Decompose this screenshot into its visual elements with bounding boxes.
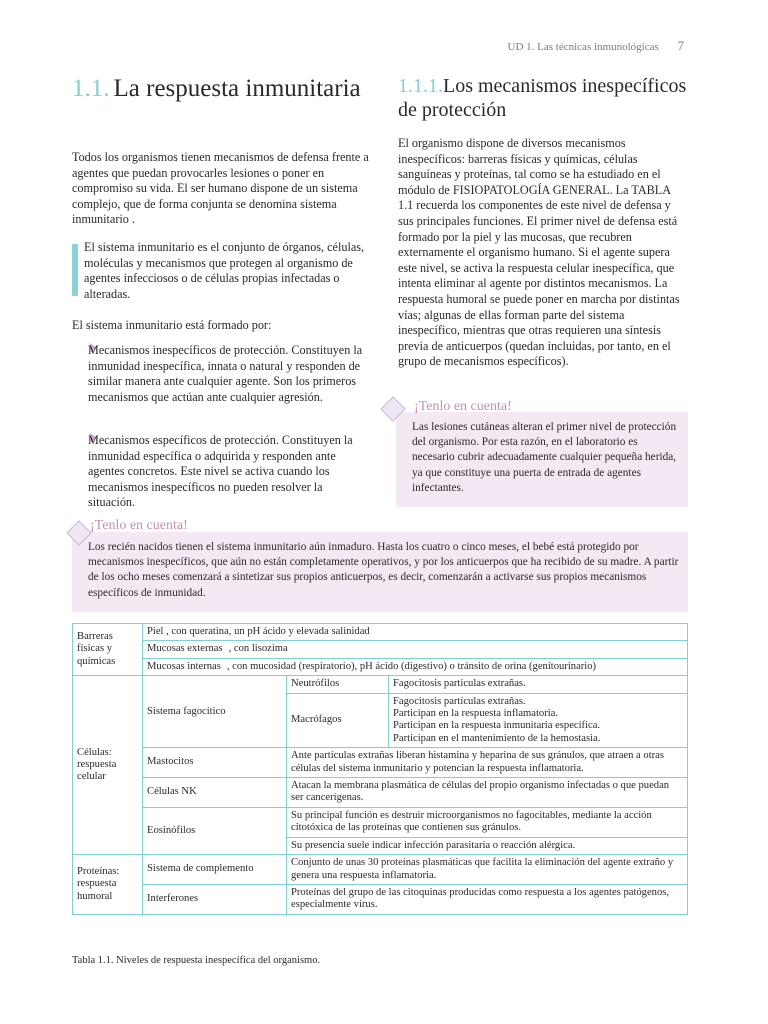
- table-cell: Ante partículas extrañas liberan histamina y heparina de sus gránulos, que atraen a otras células del sistema inmunitario y potencian la respuesta inflamatoria.: [287, 748, 688, 778]
- subsection-heading: [398, 74, 698, 122]
- section-number: 1.1.: [72, 75, 110, 102]
- table-cell: Eosinófilos: [143, 807, 287, 854]
- table-cell: Macrófagos: [287, 693, 389, 748]
- definition-bracket: [72, 244, 78, 296]
- table-cell: [143, 658, 688, 675]
- macrofagos-line: Participan en la respuesta inmunitaria específica.: [393, 720, 601, 732]
- table-cell: Mastocitos: [143, 748, 287, 778]
- table-cell: Células NK: [143, 778, 287, 808]
- table-row: [73, 624, 688, 641]
- table-cell: Células: respuesta celular: [73, 676, 143, 855]
- list-item-especificos: Mecanismos específicos de protección. Constituyen la inmunidad específica o adquirida y responden ante agentes concretos. Este nivel se activa cuando los mecanismos inespecíficos no pueden resolver la situación.: [88, 433, 353, 510]
- table-row: [73, 748, 688, 778]
- table-cell: Fagocitosis partículas extrañas.: [389, 676, 688, 693]
- table-cell: Proteínas: respuesta humoral: [73, 855, 143, 915]
- macrofagos-line: Fagocitosis partículas extrañas.: [393, 695, 526, 707]
- table-row: [73, 658, 688, 675]
- section-title: La respuesta inmunitaria: [113, 75, 361, 102]
- row-label: Mucosas externas: [147, 643, 223, 655]
- mechanisms-paragraph: El organismo dispone de diversos mecanismos inespecíficos: barreras físicas y químicas, células sanguíneas y proteínas, tal como se ha estudiado en el módulo de FISIOPATOLOGÍA GENERAL. La TABLA 1.1 recuerda los componentes de este nivel de defensa y sus principales funciones. El primer nivel de defensa está formado por la piel y las mucosas, que recubren externamente el organismo humano. Si el agente supera este nivel, se activa la respuesta celular inespecífica, que intenta eliminar al agente por distintos mecanismos. La respuesta humoral se puede poner en marcha por distintas vías; algunas de ellas forman parte del sistema inespecífico, mientras que otras requieren una síntesis previa de anticuerpos (quedan incluidas, por tanto, en el grupo de mecanismos específicos).: [398, 136, 680, 369]
- table-cell: Proteínas del grupo de las citoquinas producidas como respuesta a los agentes patógenos, especialmente virus.: [287, 884, 688, 914]
- running-header: [508, 38, 684, 54]
- table-cell: Su principal función es destruir microorganismos no fagocitables, mediante la acción citotóxica de las proteínas que contienen sus gránulos.: [287, 807, 688, 837]
- table-cell: Barreras físicas y químicas: [73, 624, 143, 676]
- table-cell: Conjunto de unas 30 proteínas plasmáticas que facilita la eliminación del agente extraño y genera una respuesta inflamatoria.: [287, 855, 688, 885]
- row-label: Mucosas internas: [147, 660, 221, 672]
- row-desc: , con mucosidad (respiratorio), pH ácido (digestivo) o tránsito de orina (genitourinario): [226, 660, 597, 672]
- table-row: [73, 676, 688, 693]
- macrofagos-line: Participan en el mantenimiento de la hemostasia.: [393, 732, 601, 744]
- table-row: [73, 807, 688, 837]
- page-number: 7: [677, 38, 684, 53]
- running-title: UD 1. Las técnicas inmunológicas: [507, 41, 659, 53]
- subsection-number: 1.1.1.: [398, 75, 443, 97]
- list-item-inespecificos: Mecanismos inespecíficos de protección. Constituyen la inmunidad inespecífica, innata o natural y responden de similar manera ante cualquier agente. Son los primeros mecanismos que actúan ante cualquier agresión.: [88, 343, 363, 404]
- table-cell: Piel , con queratina, un pH ácido y elevada salinidad: [143, 624, 688, 641]
- composition-intro: El sistema inmunitario está formado por:: [72, 318, 272, 332]
- table-row: [73, 641, 688, 658]
- table-cell: Interferones: [143, 884, 287, 914]
- table-cell: Su presencia suele indicar infección parasitaria o reacción alérgica.: [287, 837, 688, 854]
- intro-paragraph: Todos los organismos tienen mecanismos de defensa frente a agentes que puedan provocarles lesiones o poner en compromiso su vida. El ser humano dispone de un sistema complejo, que de forma conjunta se denomina sistema inmunitario .: [72, 150, 369, 227]
- table-row: [73, 884, 688, 914]
- defense-levels-table: [72, 623, 688, 915]
- table-caption: Tabla 1.1. Niveles de respuesta inespecífica del organismo.: [72, 955, 321, 966]
- note-text: Los recién nacidos tienen el sistema inmunitario aún inmaduro. Hasta los cuatro o cinco meses, el bebé está protegido por mecanismos inespecíficos, que aún no están completamente operativos, y por los anticuerpos que ha recibido de su madre. A partir de los ocho meses comenzará a sintetizar sus propios anticuerpos, es decir, comenzarán a activarse sus propios mecanismos específicos de inmunidad.: [88, 541, 679, 599]
- definition-paragraph: El sistema inmunitario es el conjunto de órganos, células, moléculas y mecanismos que protegen al organismo de agentes infecciosos o de células propias infectadas o alteradas.: [84, 240, 365, 301]
- note-title: ¡Tenlo en cuenta!: [90, 518, 188, 533]
- table-cell: [143, 641, 688, 658]
- table-cell: Neutrófilos: [287, 676, 389, 693]
- note-title: ¡Tenlo en cuenta!: [414, 399, 512, 414]
- table-row: [73, 778, 688, 808]
- table-row: [73, 855, 688, 885]
- table-cell: [389, 693, 688, 748]
- subsection-title: Los mecanismos inespecíficos de protección: [398, 75, 687, 121]
- table-cell: Sistema fagocítico: [143, 676, 287, 748]
- section-heading: [72, 74, 372, 103]
- table-cell: Sistema de complemento: [143, 855, 287, 885]
- note-text: Las lesiones cutáneas alteran el primer nivel de protección del organismo. Por esta razón, en el laboratorio es necesario cubrir adecuadamente cualquier pequeña herida, ya que constituye una puerta de entrada de agentes infectantes.: [412, 421, 677, 494]
- table-cell: Atacan la membrana plasmática de células del propio organismo infectadas o que puedan ser cancerígenas.: [287, 778, 688, 808]
- macrofagos-line: Participan en la respuesta inflamatoria.: [393, 708, 559, 720]
- row-desc: , con lisozima: [228, 643, 288, 655]
